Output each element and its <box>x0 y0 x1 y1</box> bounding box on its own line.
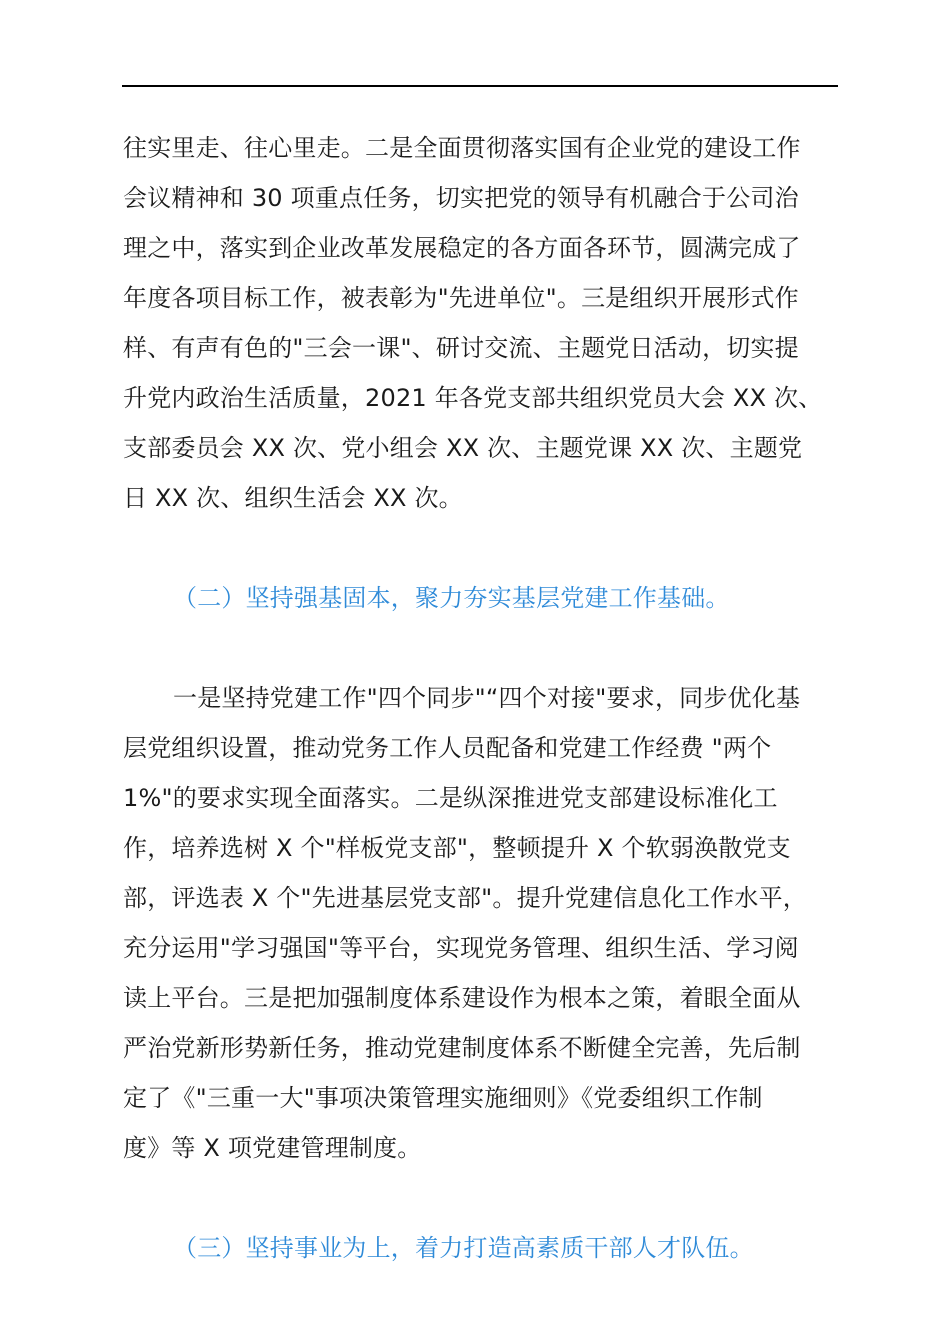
text-line: 1%"的要求实现全面落实。二是纵深推进党支部建设标准化工 <box>123 784 778 812</box>
document-body <box>123 123 839 1273</box>
text-line: 往实里走、往心里走。二是全面贯彻落实国有企业党的建设工作 <box>123 134 801 162</box>
paragraph-gap <box>123 523 839 573</box>
text-line: 作，培养选树 X 个"样板党支部"，整顿提升 X 个软弱涣散党支 <box>123 834 791 862</box>
section-heading-3: （三）坚持事业为上，着力打造高素质干部人才队伍。 <box>173 1234 754 1262</box>
header-rule <box>122 85 838 87</box>
text-line: 升党内政治生活质量，2021 年各党支部共组织党员大会 XX 次、 <box>123 384 823 412</box>
text-line: 度》等 X 项党建管理制度。 <box>123 1134 422 1162</box>
text-line: 定了《"三重一大"事项决策管理实施细则》《党委组织工作制 <box>123 1084 763 1112</box>
text-line: 年度各项目标工作，被表彰为"先进单位"。三是组织开展形式作 <box>123 284 799 312</box>
paragraph-gap <box>123 623 839 673</box>
text-line: 读上平台。三是把加强制度体系建设作为根本之策，着眼全面从 <box>123 984 801 1012</box>
text-line: 日 XX 次、组织生活会 XX 次。 <box>123 484 463 512</box>
text-line: 严治党新形势新任务，推动党建制度体系不断健全完善，先后制 <box>123 1034 801 1062</box>
text-line: 样、有声有色的"三会一课"、研讨交流、主题党日活动，切实提 <box>123 334 799 362</box>
text-line: 会议精神和 30 项重点任务，切实把党的领导有机融合于公司治 <box>123 184 799 212</box>
paragraph-continuation <box>123 123 839 523</box>
text-line: 一是坚持党建工作"四个同步"“四个对接"要求，同步优化基 <box>173 684 801 712</box>
text-line: 层党组织设置，推动党务工作人员配备和党建工作经费 "两个 <box>123 734 772 762</box>
section-heading-2: （二）坚持强基固本，聚力夯实基层党建工作基础。 <box>173 584 730 612</box>
paragraph-gap <box>123 1173 839 1223</box>
text-line: 支部委员会 XX 次、党小组会 XX 次、主题党课 XX 次、主题党 <box>123 434 803 462</box>
text-line: 理之中，落实到企业改革发展稳定的各方面各环节，圆满完成了 <box>123 234 801 262</box>
text-line: 部，评选表 X 个"先进基层党支部"。提升党建信息化工作水平， <box>123 884 807 912</box>
text-line: 充分运用"学习强国"等平台，实现党务管理、组织生活、学习阅 <box>123 934 799 962</box>
paragraph-section-2 <box>123 673 839 1173</box>
